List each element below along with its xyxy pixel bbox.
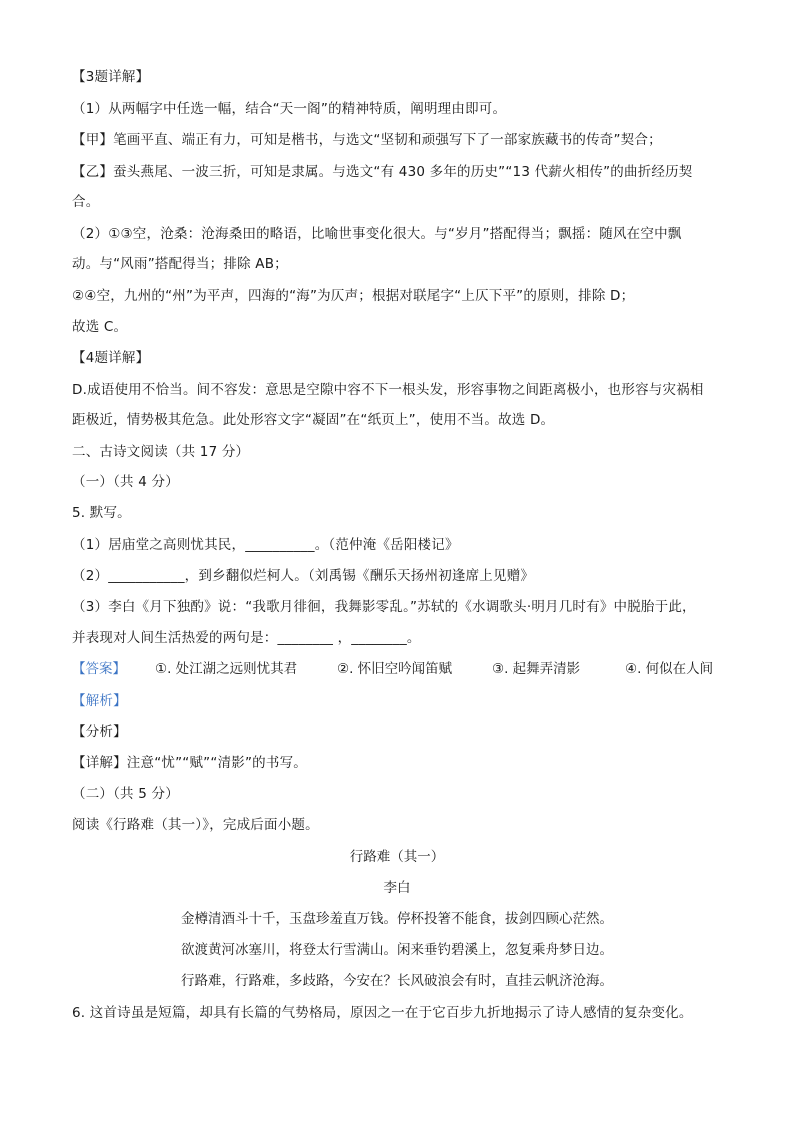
question-6: 6. 这首诗虽是短篇，却具有长篇的气势格局，原因之一在于它百步九折地揭示了诗人感情的复杂变化。 [72, 1005, 693, 1021]
section-heading-q4: 【4题详解】 [72, 350, 150, 366]
paragraph: 【甲】笔画平直、端正有力，可知是楷书，与选文“坚韧和顽强写下了一部家族藏书的传奇”契合； [72, 132, 662, 148]
section-heading-q3: 【3题详解】 [72, 69, 150, 85]
section-title: 二、古诗文阅读（共 17 分） [72, 444, 250, 460]
detail-paragraph: 【详解】注意“忧”“赋”“清影”的书写。 [72, 755, 307, 771]
question-item: （2）___________，到乡翻似烂柯人。（刘禹锡《酬乐天扬州初逢席上见赠》 [72, 568, 535, 584]
answer-item: ④. 何似在人间 [625, 661, 714, 677]
paragraph: ②④空，九州的“州”为平声，四海的“海”为仄声；根据对联尾字“上仄下平”的原则，排除 D； [72, 288, 635, 304]
subsection-title: （一）（共 4 分） [72, 474, 179, 490]
paragraph: （2）①③空，沧桑：沧海桑田的略语，比喻世事变化很大。与“岁月”搭配得当；飘摇：随风在空中飘 [72, 226, 682, 242]
answer-tag: 【答案】 [72, 661, 126, 677]
paragraph: D.成语使用不恰当。间不容发：意思是空隙中容不下一根头发，形容事物之间距离极小，也形容与灾祸相 [72, 382, 704, 398]
reading-instruction: 阅读《行路难（其一）》，完成后面小题。 [72, 817, 319, 833]
analysis-tag: 【解析】 [72, 693, 127, 709]
paragraph: （1）从两幅字中任选一幅，结合“天一阁”的精神特质，阐明理由即可。 [72, 101, 507, 117]
poem-line: 金樽清酒斗十千，玉盘珍羞直万钱。停杯投箸不能食，拔剑四顾心茫然。 [181, 911, 613, 927]
subsection-title: （二）（共 5 分） [72, 786, 179, 802]
paragraph: 故选 C。 [72, 319, 128, 335]
question-5: 5. 默写。 [72, 505, 131, 521]
analysis-heading: 【分析】 [72, 724, 127, 740]
poem-author: 李白 [383, 880, 411, 896]
answer-item: ②. 怀旧空吟闻笛赋 [337, 661, 453, 677]
answer-item: ③. 起舞弄清影 [492, 661, 581, 677]
paragraph: 【乙】蚕头燕尾、一波三折，可知是隶属。与选文“有 430 多年的历史”“13 代薪火相传”的曲折经历契 [72, 164, 693, 180]
poem-title: 行路难（其一） [349, 849, 445, 865]
paragraph: 动。与“风雨”搭配得当；排除 AB； [72, 256, 288, 272]
paragraph: 合。 [72, 194, 100, 210]
question-item: （3）李白《月下独酌》说：“我歌月徘徊，我舞影零乱。”苏轼的《水调歌头·明月几时有》中脱胎于此， [72, 599, 696, 615]
question-item: 并表现对人间生活热爱的两句是：________ ，________。 [72, 630, 421, 646]
poem-line: 行路难，行路难，多歧路，今安在？长风破浪会有时，直挂云帆济沧海。 [181, 973, 613, 989]
answer-item: ①. 处江湖之远则忧其君 [155, 661, 298, 677]
paragraph: 距极近，情势极其危急。此处形容文字“凝固”在“纸页上”，使用不当。故选 D。 [72, 412, 555, 428]
poem-line: 欲渡黄河冰塞川，将登太行雪满山。闲来垂钓碧溪上，忽复乘舟梦日边。 [181, 942, 613, 958]
question-item: （1）居庙堂之高则忧其民，__________。（范仲淹《岳阳楼记》 [72, 537, 459, 553]
